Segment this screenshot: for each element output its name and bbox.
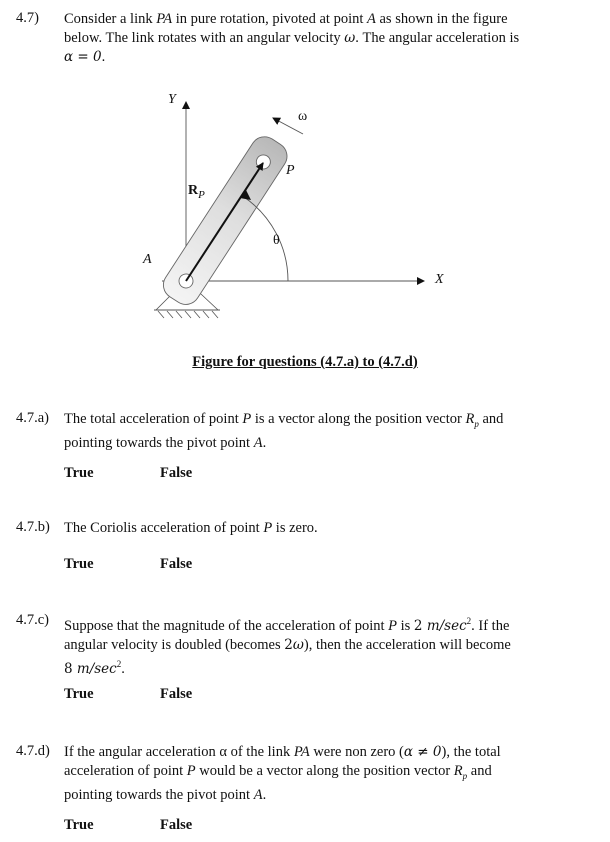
omega-label: ω [298,109,308,124]
answer-options [64,465,192,482]
question-text: Suppose that the magnitude of the acceleration of point P is 2 $m/\sec^2$. If the angular velocity is doubled (becomes 2ω), then the acceleration will become 8 $m/\sec^2$. [64,616,511,677]
question-text: If the angular acceleration α of the link PA were non zero (α ≠ 0), the total acceleration of point P would be a vector along the position vector $R_p$ and pointing towards the pivot point A. [64,744,501,803]
question-text: The Coriolis acceleration of point P is zero. [64,520,318,536]
problem-text [64,10,594,67]
false-option[interactable]: False [160,817,193,833]
true-option[interactable]: True [64,686,94,702]
x-axis-label: X [435,272,444,287]
answer-options [64,556,192,573]
true-option[interactable]: True [64,465,94,481]
point-a-label: A [143,252,152,267]
false-option[interactable]: False [160,465,193,481]
theta-label: θ [273,233,280,248]
question-number: 4.7.b) [16,519,50,535]
false-option[interactable]: False [160,556,193,572]
question-number: 4.7.d) [16,743,50,759]
problem-line-2: below. The link rotates with an angular velocity ω. The angular acceleration is [64,30,520,46]
question-number: 4.7.c) [16,612,50,628]
problem-line-3: α = 0. [64,49,106,65]
answer-options [64,686,192,703]
false-option[interactable]: False [160,686,193,702]
y-axis-label: Y [168,92,176,107]
problem-line-1: Consider a link PA in pure rotation, pivoted at point A as shown in the figure [64,11,508,27]
point-p-label: P [286,163,295,178]
question-text: The total acceleration of point P is a vector along the position vector $R_p$ and pointing towards the pivot point A. [64,411,504,451]
answer-options [64,817,192,834]
rp-label: $R_P$ [188,183,205,201]
true-option[interactable]: True [64,817,94,833]
problem-number: 4.7) [16,10,39,26]
figure-caption: Figure for questions (4.7.a) to (4.7.d) [192,354,418,370]
true-option[interactable]: True [64,556,94,572]
position-vector-rp [186,163,263,281]
question-number: 4.7.a) [16,410,50,426]
link-rotation-figure [140,80,470,330]
